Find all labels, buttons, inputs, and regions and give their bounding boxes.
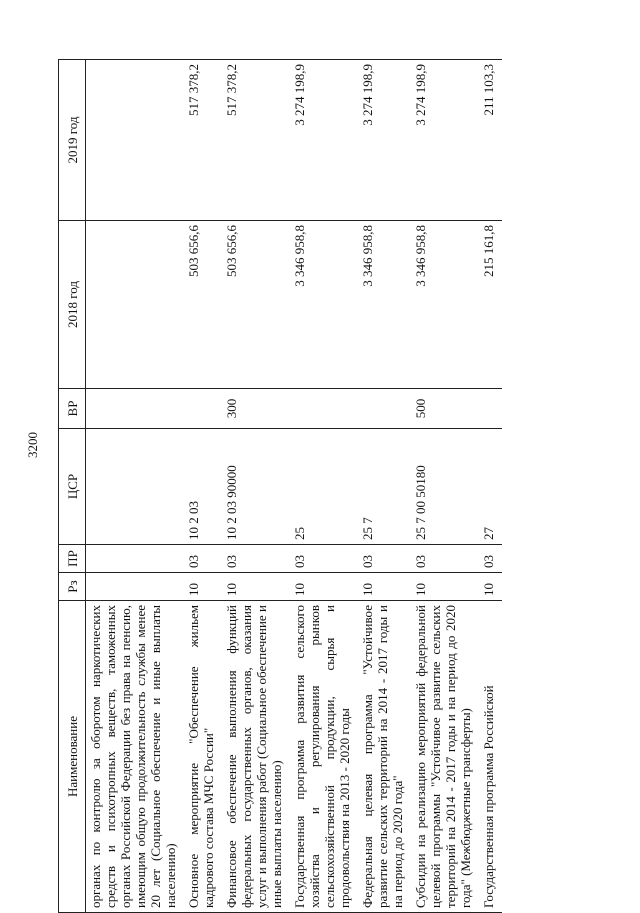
row-rz	[86, 573, 185, 601]
row-csr	[86, 429, 185, 545]
header-name: Наименование	[59, 601, 86, 913]
row-2018: 3 346 958,8	[411, 221, 479, 389]
row-rz: 10	[411, 573, 479, 601]
row-name: Федеральная целевая программа "Устойчивое развитие сельских территорий на 2014 - 2017 годы и на период до 2020 года"	[358, 601, 411, 913]
table-row	[222, 60, 290, 913]
table-row	[479, 60, 502, 913]
row-2018: 215 161,8	[479, 221, 502, 389]
row-vr: 300	[222, 389, 290, 429]
row-vr	[184, 389, 222, 429]
row-name: органах по контролю за оборотом наркотических средств и психотропных веществ, таможенных органах Российской Федерации без права на пенсию, имеющим общую продолжительность службы менее 20 лет (Социальное обеспечение и иные выплаты населению)	[86, 601, 185, 913]
row-2019: 3 274 198,9	[290, 60, 358, 221]
header-csr: ЦСР	[59, 429, 86, 545]
row-pr: 03	[479, 545, 502, 573]
row-name: Государственная программа развития сельского хозяйства и регулирования рынков сельскохозяйственной продукции, сырья и продовольствия на 2013 - 2020 годы	[290, 601, 358, 913]
row-csr: 27	[479, 429, 502, 545]
header-2019: 2019 год	[59, 60, 86, 221]
row-2019: 3 274 198,9	[411, 60, 479, 221]
row-2019	[86, 60, 185, 221]
row-name: Государственная программа Российской	[479, 601, 502, 913]
header-vr: ВР	[59, 389, 86, 429]
table-row	[86, 60, 185, 913]
row-2019: 211 103,3	[479, 60, 502, 221]
row-2019: 517 378,2	[184, 60, 222, 221]
header-rz: Рз	[59, 573, 86, 601]
row-vr: 500	[411, 389, 479, 429]
row-name: Основное мероприятие "Обеспечение жильем кадрового состава МЧС России"	[184, 601, 222, 913]
row-2019: 3 274 198,9	[358, 60, 411, 221]
row-pr: 03	[290, 545, 358, 573]
table-row	[411, 60, 479, 913]
row-2018	[86, 221, 185, 389]
row-csr: 25	[290, 429, 358, 545]
row-name: Финансовое обеспечение выполнения функций федеральных государственных органов, оказания услуг и выполнения работ (Социальное обеспечение и иные выплаты населению)	[222, 601, 290, 913]
row-2018: 3 346 958,8	[290, 221, 358, 389]
row-vr	[358, 389, 411, 429]
budget-table	[58, 59, 502, 913]
row-pr: 03	[184, 545, 222, 573]
table-header-row	[59, 60, 86, 913]
row-pr: 03	[411, 545, 479, 573]
table-row	[358, 60, 411, 913]
row-2019: 517 378,2	[222, 60, 290, 221]
header-pr: ПР	[59, 545, 86, 573]
row-csr: 10 2 03 90000	[222, 429, 290, 545]
row-csr: 10 2 03	[184, 429, 222, 545]
row-2018: 503 656,6	[222, 221, 290, 389]
row-name: Субсидии на реализацию мероприятий федеральной целевой программы "Устойчивое развитие сельских территорий на 2014 - 2017 годы и на период до 2020 года" (Межбюджетные трансферты)	[411, 601, 479, 913]
row-pr	[86, 545, 185, 573]
row-2018: 503 656,6	[184, 221, 222, 389]
row-rz: 10	[290, 573, 358, 601]
row-rz: 10	[184, 573, 222, 601]
row-csr: 25 7 00 50180	[411, 429, 479, 545]
row-vr	[479, 389, 502, 429]
row-csr: 25 7	[358, 429, 411, 545]
table-row	[184, 60, 222, 913]
budget-table-frame	[58, 60, 612, 913]
row-vr	[290, 389, 358, 429]
page-number: 3200	[25, 432, 40, 458]
row-rz: 10	[222, 573, 290, 601]
header-2018: 2018 год	[59, 221, 86, 389]
row-vr	[86, 389, 185, 429]
row-pr: 03	[222, 545, 290, 573]
row-2018: 3 346 958,8	[358, 221, 411, 389]
row-rz: 10	[479, 573, 502, 601]
row-rz: 10	[358, 573, 411, 601]
row-pr: 03	[358, 545, 411, 573]
table-row	[290, 60, 358, 913]
